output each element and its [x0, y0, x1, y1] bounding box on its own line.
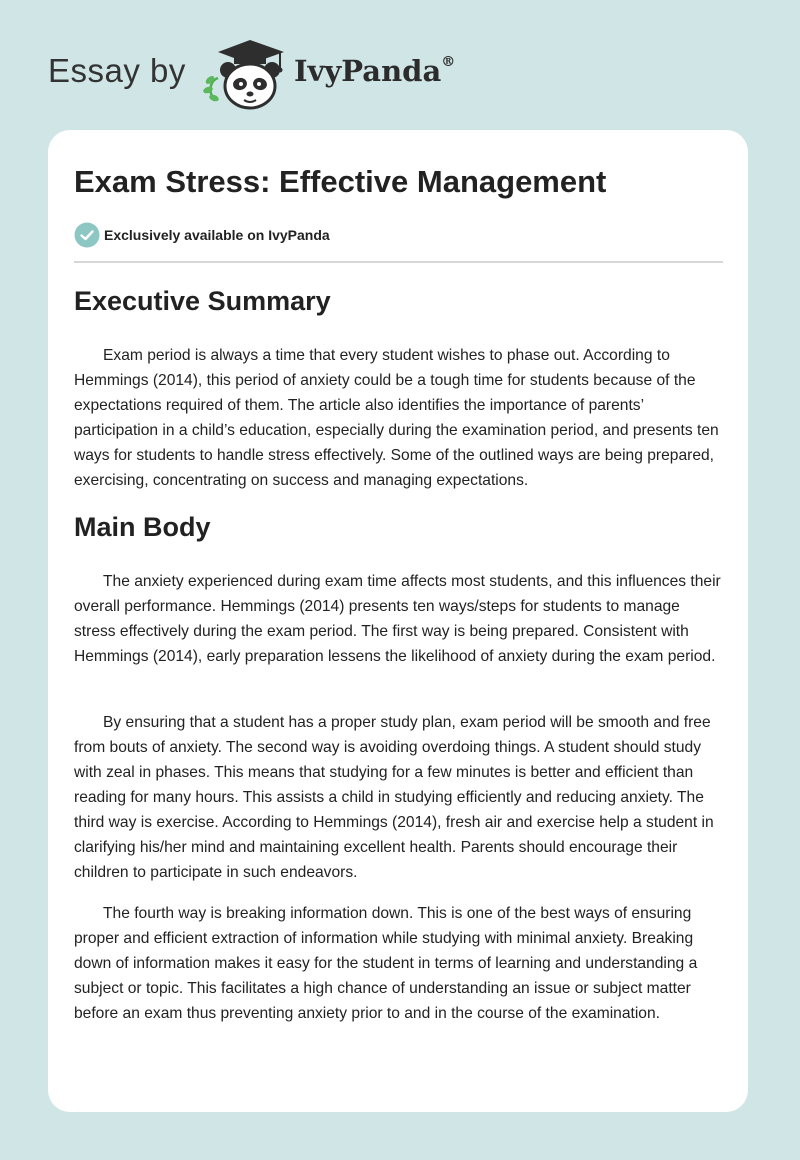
exclusive-badge-label: Exclusively available on IvyPanda [104, 227, 330, 243]
paragraph: The fourth way is breaking information down. This is one of the best ways of ensuring proper and efficient extraction of information while studying with minimal anxiety. Breaking down of information makes it easy for the student in terms of learning and understanding a subject or topic. This facilitates a high chance of understanding an issue or subject matter before an exam thus preventing anxiety prior to and in the course of the examination. [74, 905, 698, 1022]
essay-card [48, 130, 748, 1112]
exclusive-badge [74, 222, 330, 248]
site-header [48, 34, 748, 114]
paragraph: Exam period is always a time that every student wishes to phase out. According to Hemmings (2014), this period of anxiety could be a tough time for students because of the expectations required of them. The article also identifies the importance of parents’ participation in a child’s education, especially during the examination period, and presents ten ways for students to handle stress effectively. Some of the outlined ways are being prepared, exercising, concentrating on success and managing expectations. [74, 347, 719, 489]
panda-graduate-icon [198, 34, 298, 114]
brand-text: IvyPanda [294, 54, 442, 88]
page-title: Exam Stress: Effective Management [74, 164, 607, 199]
section-heading-executive-summary: Executive Summary [74, 286, 331, 316]
divider [74, 261, 723, 263]
check-circle-icon [74, 222, 100, 248]
section-heading-main-body: Main Body [74, 512, 211, 542]
ivypanda-logo[interactable] [198, 34, 298, 114]
essay-by-label: Essay by [48, 52, 186, 89]
paragraph: The anxiety experienced during exam time affects most students, and this influences their overall performance. Hemmings (2014) presents ten ways/steps for students to manage stress effectively during the exam period. The first way is being prepared. Consistent with Hemmings (2014), early preparation lessens the likelihood of anxiety during the exam period. [74, 573, 721, 665]
brand-name[interactable] [294, 54, 455, 88]
paragraph: By ensuring that a student has a proper study plan, exam period will be smooth and free from bouts of anxiety. The second way is avoiding overdoing things. A student should study with zeal in phases. This means that studying for a few minutes is better and efficient than reading for many hours. This assists a child in studying efficiently and reducing anxiety. The third way is exercise. According to Hemmings (2014), fresh air and exercise help a student in clarifying his/her mind and maintaining excellent health. Parents should encourage their children to participate in such endeavors. [74, 714, 714, 881]
registered-mark: ® [441, 54, 456, 71]
